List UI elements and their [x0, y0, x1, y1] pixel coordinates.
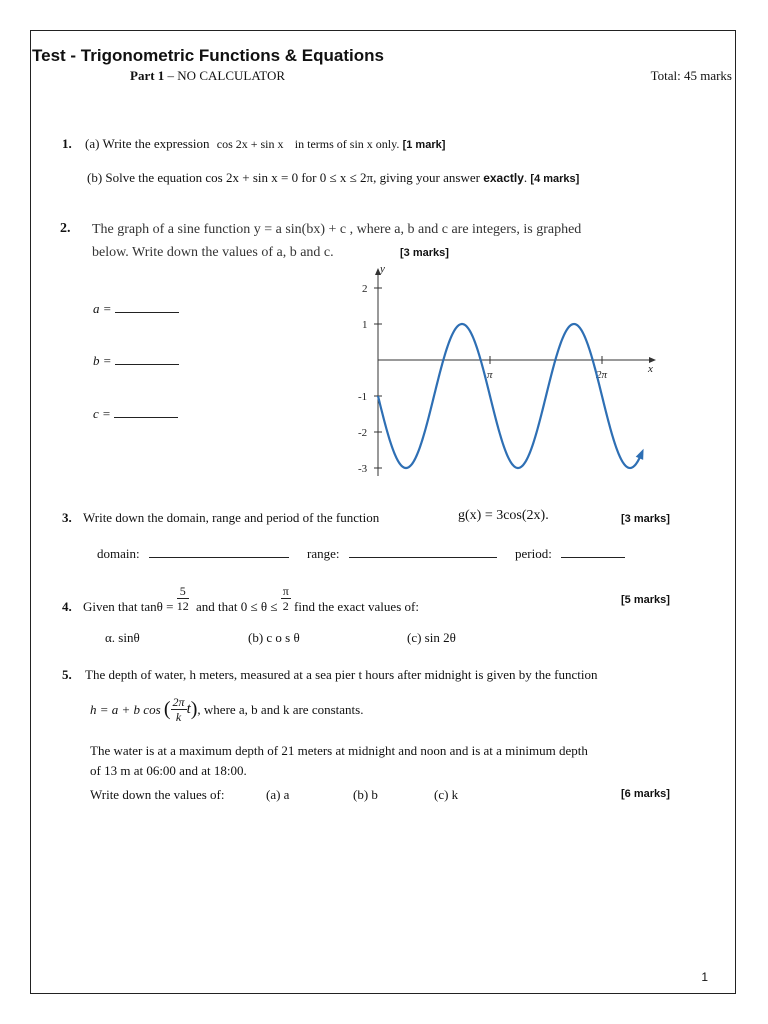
domain-blank: [149, 545, 289, 558]
question-4: [62, 584, 419, 613]
q5-line1: The depth of water, h meters, measured at a sea pier t hours after midnight is given by the function: [85, 667, 598, 682]
answer-a-label: a =: [93, 301, 112, 316]
q3-marks: [3 marks]: [621, 513, 670, 525]
part-label: [130, 68, 285, 84]
q5-line4: of 13 m at 06:00 and at 18:00.: [90, 763, 247, 778]
q1a-label: (a) Write the expression: [85, 136, 210, 151]
q2-marks: [3 marks]: [400, 247, 449, 259]
fraction-numerator: 2π: [172, 695, 185, 709]
q5-part-a: (a) a: [266, 787, 290, 802]
fraction-denominator: k: [175, 710, 182, 724]
question-5: [62, 667, 597, 683]
sine-curve: [378, 324, 641, 468]
total-marks: Total: 45 marks: [650, 68, 732, 83]
answer-a-blank: [115, 300, 179, 313]
q3-period: [515, 545, 625, 562]
formula-rest: , where a, b and k are constants.: [197, 702, 364, 718]
y-tick-label-1: 1: [362, 319, 368, 331]
q4-fraction: [177, 584, 189, 613]
answer-c-label: c =: [93, 406, 111, 421]
question-1: [62, 136, 445, 152]
sine-graph: [350, 262, 670, 482]
part-note: – NO CALCULATOR: [164, 68, 286, 83]
q4-marks: [5 marks]: [621, 594, 670, 606]
q4-fraction-2: [281, 584, 291, 613]
q3-function: g(x) = 3cos(2x).: [458, 508, 549, 523]
q1b-bold: exactly: [483, 171, 524, 185]
question-number: 1.: [62, 136, 72, 151]
period-blank: [561, 545, 625, 558]
q5-part-c: (c) k: [434, 787, 459, 802]
q3-domain: [97, 545, 289, 562]
q4-part-a: α. sinθ: [105, 630, 140, 645]
page-number: 1: [701, 970, 708, 984]
question-number: 3.: [62, 510, 72, 525]
question-number: 4.: [62, 599, 72, 615]
fraction-denominator: 2: [282, 599, 289, 613]
question-1b: [87, 170, 579, 186]
formula-paren-open: (: [163, 698, 171, 720]
y-tick-label-neg2: -2: [358, 427, 368, 439]
fraction-numerator: 5: [177, 584, 189, 599]
q4-and-that: and that 0 ≤ θ ≤: [195, 599, 278, 615]
answer-a: [93, 300, 179, 317]
q2-line1: The graph of a sine function y = a sin(bx) + c , where a, b and c are integers, is graphed: [92, 222, 582, 237]
y-tick-label-2: 2: [362, 283, 368, 295]
test-title: Test - Trigonometric Functions & Equations: [32, 46, 384, 65]
q4-rest: find the exact values of:: [294, 599, 419, 615]
q3-range: [307, 545, 497, 562]
question-2-number: 2.: [60, 221, 71, 236]
y-tick-label-neg3: -3: [358, 463, 368, 475]
fraction-numerator: π: [282, 584, 289, 598]
q4-part-b: (b) c o s θ: [248, 630, 300, 645]
y-tick-label-neg1: -1: [358, 391, 368, 403]
answer-b-label: b =: [93, 353, 112, 368]
formula-paren-close: ): [190, 698, 198, 720]
x-axis-label: x: [648, 363, 653, 375]
formula-fraction: [171, 695, 187, 724]
range-label: range:: [307, 546, 340, 561]
q3-text: Write down the domain, range and period of the function: [83, 510, 380, 525]
formula-lhs: h = a + b cos: [90, 702, 161, 718]
fraction-denominator: 12: [176, 599, 189, 613]
q1a-marks: [1 mark]: [402, 139, 446, 151]
q4-given: Given that tanθ =: [83, 599, 174, 615]
range-blank: [349, 545, 497, 558]
q4-part-c: (c) sin 2θ: [407, 630, 456, 645]
q5-formula: [90, 695, 363, 724]
domain-label: domain:: [97, 546, 140, 561]
part-number: Part 1: [130, 68, 165, 83]
q1a-rest: in terms of sin x only.: [294, 137, 400, 151]
x-tick-label-2pi: 2π: [596, 369, 608, 381]
answer-c: [93, 405, 178, 422]
q2-line2: below. Write down the values of a, b and c.: [92, 245, 334, 260]
answer-c-blank: [114, 405, 178, 418]
question-number: 5.: [62, 667, 72, 682]
y-axis-label: y: [380, 263, 385, 275]
q5-part-b: (b) b: [353, 787, 378, 802]
q1a-expression: cos 2x + sin x: [216, 137, 284, 151]
question-3: [62, 510, 379, 526]
period-label: period:: [515, 546, 552, 561]
formula-variable: t: [186, 701, 191, 717]
answer-b: [93, 352, 179, 369]
x-tick-label-pi: π: [487, 369, 493, 381]
curve-end-arrow: [636, 449, 644, 460]
q5-line3: The water is at a maximum depth of 21 meters at midnight and noon and is at a minimum depth: [90, 743, 588, 758]
q5-line5: Write down the values of:: [90, 787, 225, 802]
q1b-marks: [4 marks]: [530, 173, 580, 185]
q5-marks: [6 marks]: [621, 788, 670, 800]
q1b-text: (b) Solve the equation cos 2x + sin x = 0 for 0 ≤ x ≤ 2π, giving your answer: [87, 170, 480, 185]
q1b-dot: .: [523, 170, 528, 185]
answer-b-blank: [115, 352, 179, 365]
